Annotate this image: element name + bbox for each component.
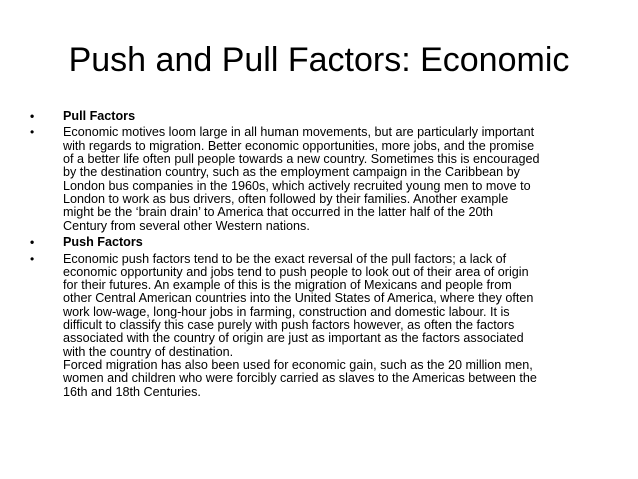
bullet-line: Push Factors [63,235,143,250]
bullet-line: 16th and 18th Centuries. [63,384,201,399]
bullet-pull-factors-text [30,126,608,232]
bullet-line: London to work as bus drivers, often followed by their families. Another example [63,191,509,206]
bullet-dot: • [30,109,35,123]
bullet-line: work low-wage, long-hour jobs in farming, construction and domestic labour. It is [63,304,510,319]
bullet-push-factors-heading [30,236,608,249]
bullet-line: difficult to classify this case purely with push factors however, as often the factors [63,318,515,333]
bullet-line: Century from several other Western nations. [63,218,310,233]
bullet-line: women and children who were forcibly carried as slaves to the Americas between the [63,371,537,386]
bullet-pull-factors-heading [30,110,608,123]
bullet-line: Forced migration has also been used for economic gain, such as the 20 million men, [63,357,533,372]
bullet-dot: • [30,251,35,266]
bullet-dot: • [30,235,35,250]
bullet-line: Economic push factors tend to be the exact reversal of the pull factors; a lack of [63,251,507,266]
bullet-line: with regards to migration. Better economic opportunities, more jobs, and the promise [63,138,535,153]
bullet-line: economic opportunity and jobs tend to push people to look out of their area of origin [63,264,529,279]
bullet-line: London bus companies in the 1960s, which actively recruited young men to move to [63,178,531,193]
bullet-line: Economic motives loom large in all human movements, but are particularly important [63,125,535,140]
bullet-line: might be the ‘brain drain’ to America that occurred in the latter half of the 20th [63,205,494,220]
bullet-line: of a better life often pull people towards a new country. Sometimes this is encouraged [63,152,540,167]
bullet-line: for their futures. An example of this is the migration of Mexicans and people from [63,278,512,293]
bullet-line: by the destination country, such as the employment campaign in the Caribbean by [63,165,520,180]
bullet-dot: • [30,125,35,140]
bullet-list [30,110,608,402]
bullet-line: Pull Factors [63,109,136,123]
bullet-line: associated with the country of origin are just as important as the factors associated [63,331,524,346]
bullet-push-factors-text [30,253,608,399]
bullet-line: other Central American countries into the United States of America, where they often [63,291,534,306]
slide-title: Push and Pull Factors: Economic [68,41,570,79]
bullet-line: with the country of destination. [63,344,234,359]
